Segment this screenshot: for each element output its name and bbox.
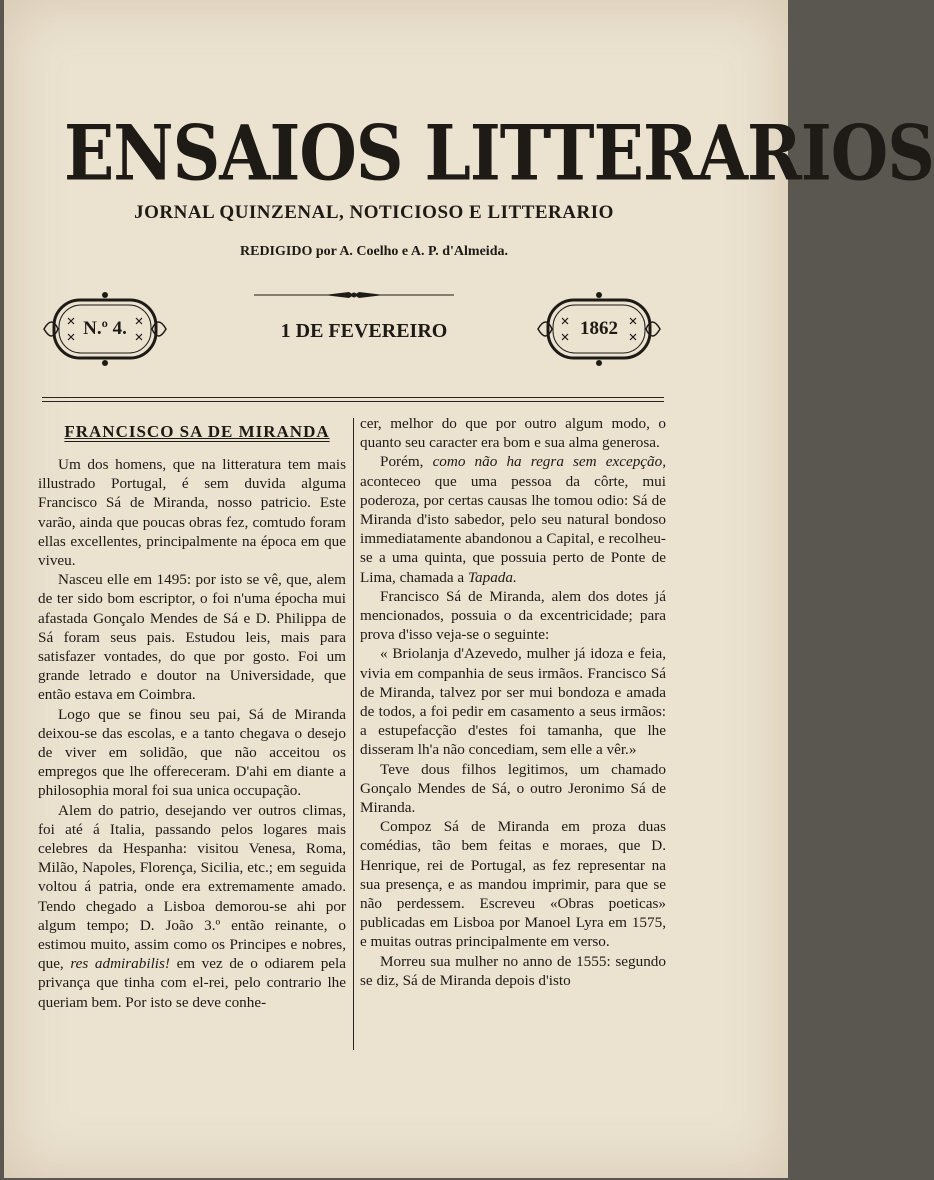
paragraph: Nasceu elle em 1495: por isto se vê, que, alem de ter sido bom escriptor, o foi n'uma épocha mui afastada Gonçalo Mendes de Sá e D. Philippa de Sá foram seus pais. Estudou leis, mais para satisfazer vontades, do que por gosto. Foi um grande letrado e doutor na Universidade, que então estava em Coimbra. [38, 571, 346, 704]
issue-number-cartouche [40, 290, 170, 368]
masthead-subtitle: JORNAL QUINZENAL, NOTICIOSO E LITTERARIO [134, 202, 614, 223]
issue-year-cartouche [534, 290, 664, 368]
paragraph: Compoz Sá de Miranda em proza duas comédias, tão bem feitas e moraes, que D. Henrique, rei de Portugal, as fez representar na sua presença, e as mandou imprimir, para que se não perdessem. Escreveu «Obras poeticas» publicadas em Lisboa por Manoel Lyra em 1575, e muitas outras principalmente em verso. [360, 818, 666, 951]
paragraph [360, 452, 666, 586]
ornament-line-icon [254, 290, 454, 300]
text-run: em vez de o odiarem pela privança que tinha com el-rei, pelo contrario lhe queriam bem. Por isto se deve conhe- [38, 955, 347, 1011]
italic-text: Tapada. [467, 568, 517, 586]
article-column-1 [38, 455, 346, 1012]
text-run: aconteceo que uma pessoa da côrte, mui poderoza, por certas causas lhe tomou odio: Sá de Miranda d'isto sabedor, pelo seu natural bondoso immediatamente abandonou a Capital, e recolheu-se a uma quinta, que possuia perto de Ponte de Lima, chamada a [360, 472, 666, 586]
column-divider [353, 418, 354, 1050]
issue-date: 1 DE FEVEREIRO [280, 320, 448, 342]
italic-text: como não ha regra sem excepção, [432, 453, 667, 471]
header-rule-bottom [42, 401, 664, 402]
header-rule-top [42, 397, 664, 398]
newspaper-page [4, 0, 934, 1178]
text-run: Porém, [380, 453, 424, 471]
text-run: Alem do patrio, desejando ver outros climas, foi até á Italia, passando pelos logares mais celebres da Hespanha: visitou Venesa, Roma, Milão, Napoles, Florença, Sicilia, etc.; em seguida voltou á patria, onde era extremamente amado. Tendo chegado a Lisboa demorou-se ahi por algum tempo; D. João 3.º então reinante, o estimou muito, assim como os Principes e nobres, que, [38, 801, 346, 973]
paragraph: Morreu sua mulher no anno de 1555: segundo se diz, Sá de Miranda depois d'isto [360, 952, 666, 989]
masthead-title: ENSAIOS LITTERARIOS [64, 108, 934, 198]
paragraph: « Briolanja d'Azevedo, mulher já idoza e feia, vivia em companhia de seus irmãos. Francisco Sá de Miranda, talvez por ser mui bondoza e amada de todos, a foi pedir em casamento a seus irmãos: a estupefacção d'estes foi tamanha, que lhe disseram lh'a não concediam, sem elle a vêr.» [360, 645, 666, 759]
article-column-2 [360, 414, 666, 990]
issue-year: 1862 [580, 318, 618, 339]
article-title: FRANCISCO SA DE MIRANDA [64, 422, 330, 441]
masthead-editors: REDIGIDO por A. Coelho e A. P. d'Almeida. [240, 244, 508, 259]
paragraph: Um dos homens, que na litteratura tem mais illustrado Portugal, é sem duvida alguma Francisco Sá de Miranda, nosso patricio. Este varão, ainda que poucas obras fez, comtudo foram ellas excellentes, principalmente na época em que viveu. [38, 456, 346, 570]
paragraph: Logo que se finou seu pai, Sá de Miranda deixou-se das escolas, e a tanto chegava o desejo de viver em solidão, que não acceitou os empregos que lhe offereceram. D'ahi em diante a philosophia moral foi sua unica occupação. [38, 705, 346, 800]
issue-number: N.º 4. [83, 318, 127, 339]
paragraph: cer, melhor do que por outro algum modo, o quanto seu caracter era bom e sua alma generosa. [360, 415, 666, 452]
paragraph: Teve dous filhos legitimos, um chamado Gonçalo Mendes de Sá, o outro Jeronimo Sá de Miranda. [360, 760, 666, 817]
paragraph [38, 801, 346, 1012]
italic-text: res admirabilis! [70, 955, 170, 973]
paragraph: Francisco Sá de Miranda, alem dos dotes já mencionados, possuia o da excentricidade; para prova d'isso veja-se o seguinte: [360, 587, 666, 644]
